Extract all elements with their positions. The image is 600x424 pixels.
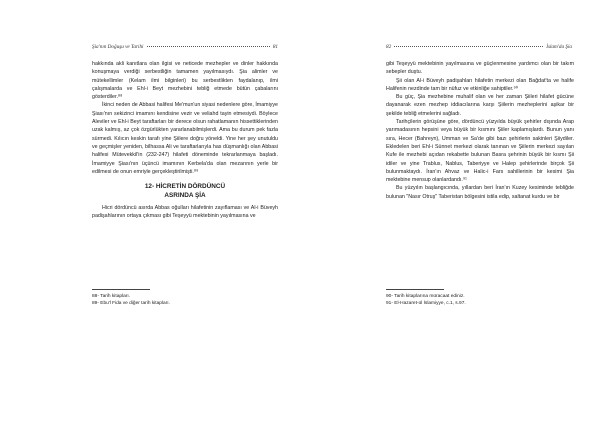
footnotes (92, 289, 278, 307)
footnote: 90- Tarih kitaplarına müracaat ediniz. (386, 294, 465, 299)
paragraph: İkinci neden de Abbasi halifesi Me'mun'un siyasi nedenlere göre, İmamiyye Şiası'nın sekizinci imamını kendisine vezir ve veliahd tayin etmesiydi. Böylece Aleviler ve Ehl-i Beyt taraftarları bir derece olsun rahatlamanın hissettiklerinden uzak kalmış, az çok özgürlükten yararlanabilmişlerdi. Ama bu durum pek fazla sürmedi. Kılıcın keskin tarafı yine Şiilere doğru yöneldi. Yine her şey unutuldu ve geçmişler yeniden, bilhassa Ali ve taraftarlarıyla has düşmanlığı olan Abbasi halifesi Mütevekkil'in (232-247) hilafeti döneminde tekrarlanmaya başladı. İmamiyye Şiası'nın üçüncü imamının Kerbela'da olan mezarının yerle bir edilmesi de onun emriyle gerçekleştirilmişti.⁸⁹ (92, 102, 278, 175)
page-number: 82 (386, 44, 392, 50)
section-title-line: ASRINDA ŞİA (164, 192, 206, 200)
page-number: 81 (272, 44, 278, 50)
footnote: 88- Tarih kitapları. (92, 294, 131, 299)
right-page (300, 0, 600, 424)
footnote-rule (386, 289, 444, 290)
paragraph: Bu yüzyılın başlangıcında, yıllardan beri İran'ın Kuzey kesiminde tebliğde bulunan "Nasır Otruş" Taberistan bölgesini istila edip, saltanat kurdu ve bir (386, 185, 574, 200)
header-dot-leader (147, 46, 270, 47)
footnote: 91- El-Hazaret-ül İslamiyye, c.1, s.97. (386, 301, 466, 306)
paragraph: Tarihçilerin görüşüne göre, dördüncü yüzyılda büyük şehirler dışında Arap yarımadasının hepsini veya büyük bir kısmını Şiiler kaplamışlardı. Bunun yanı sıra, Hecer (Bahreyn), Umman ve Sa'de gibi bazı şehirlerin sakinleri Şiiydiler. Ekledelen beri Ehl-i Sünnet merkezi olarak tanınan ve Şiilerin merkezi sayılan Kufe ile mezhebi açıdan rekabette bulunan Basra şehrinin büyük bir kısmı Şii idiler ve yine Trablus, Nablus, Taberiyye ve Halep şehirlerinde birçok Şii bulunmaktaydı. İran'ın Ahvaz ve Halic-i Fars sahillerinin bir kesimi Şia mektebine mensup olanlardandı.⁹¹ (386, 119, 574, 184)
header-dot-leader (394, 46, 543, 47)
section-title (92, 182, 278, 200)
running-head-title: Şia'nın Doğuşu ve Tarihi (92, 44, 144, 50)
footnotes (386, 289, 574, 307)
footnote: 89- Ebu'l Fida ve diğer tarih kitapları. (92, 301, 170, 306)
running-header (386, 44, 572, 50)
paragraph: gibi Teşeyyü mektebinin yayılmasına ve güçlenmesine yardımcı olan bir takım sebepler duştu. (386, 61, 574, 76)
paragraph: Hicri dördüncü asırda Abbas oğulları hilafetinin zayıflaması ve Al-i Büveyh padişahlarının ortaya çıkması gibi Teşeyyü mektebinin yayılmasına ve (92, 205, 278, 220)
running-head-title: İslam'da Şia (546, 44, 572, 50)
paragraph: Bu güç, Şia mezhebine muhalif olan ve her zaman Şiileri hilafet gücüne dayanarak ezen mezhep iddiacılarına karşı Şiilerin mezheplerini aşikar bir şekilde tebliğ etmelerini sağladı. (386, 94, 574, 117)
paragraph: hakkında akli kanıtlara olan ilgisi ve neticede mezhepler ve dinler hakkında konuşmaya verdiği serbestliğin tamamen yayılmasıydı. Şia alimler ve mütekellimler (Kelam ilmi bilginleri) bu serbestlikten faydalanıp, ilmi çalışmalarda ve Ehl-i Beyt mezhebini tebliğ etmede bütün çabalarını gösterdiler.⁸⁸ (92, 61, 278, 101)
left-body-text (92, 60, 278, 221)
paragraph: Şii olan Al-i Büveyh padişahları hilafetin merkezi olan Bağdat'ta ve halife Halifenin nezdinde tam bir nüfuz ve etkinliğe sahiptiler.⁹⁰ (386, 77, 574, 92)
section-title-line: 12- HİCRETİN DÖRDÜNCÜ (144, 183, 226, 191)
running-header (92, 44, 278, 50)
footnote-rule (92, 289, 150, 290)
right-body-text (386, 60, 574, 201)
